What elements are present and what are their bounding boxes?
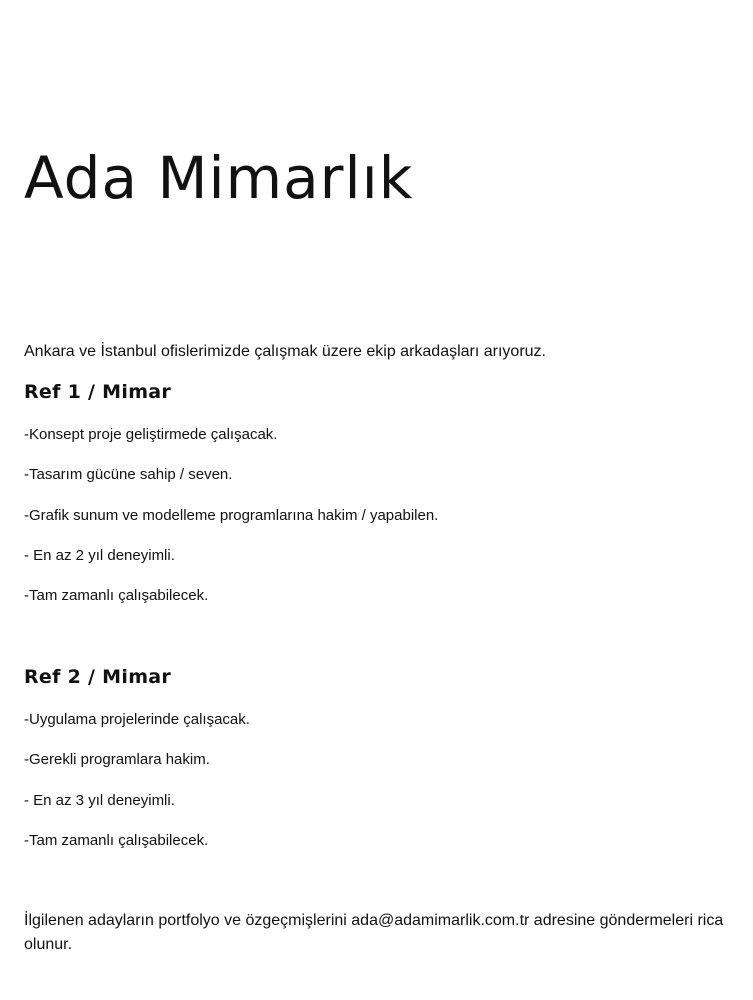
intro-text: Ankara ve İstanbul ofislerimizde çalışmak üzere ekip arkadaşları arıyoruz.: [24, 343, 546, 360]
requirement-item: -Tam zamanlı çalışabilecek.: [24, 831, 209, 849]
section-heading-ref-2: Ref 2 / Mimar: [24, 666, 172, 688]
requirement-item: -Grafik sunum ve modelleme programlarına hakim / yapabilen.: [24, 506, 439, 524]
requirement-item: -Uygulama projelerinde çalışacak.: [24, 711, 250, 728]
closing-text: İlgilenen adayların portfolyo ve özgeçmişlerini ada@adamimarlik.com.tr adresine göndermeleri rica olunur.: [24, 912, 724, 953]
requirement-item: - En az 3 yıl deneyimli.: [24, 791, 175, 809]
company-title: Ada Mimarlık: [24, 144, 414, 212]
requirement-item: - En az 2 yıl deneyimli.: [24, 546, 175, 564]
requirement-item: -Gerekli programlara hakim.: [24, 751, 210, 769]
requirement-item: -Tam zamanlı çalışabilecek.: [24, 587, 209, 605]
section-heading-ref-1: Ref 1 / Mimar: [24, 381, 172, 403]
requirement-item: -Tasarım gücüne sahip / seven.: [24, 466, 233, 484]
requirement-item: -Konsept proje geliştirmede çalışacak.: [24, 426, 278, 443]
requirements-list-ref-1: [24, 425, 438, 626]
requirements-list-ref-2: [24, 710, 250, 871]
